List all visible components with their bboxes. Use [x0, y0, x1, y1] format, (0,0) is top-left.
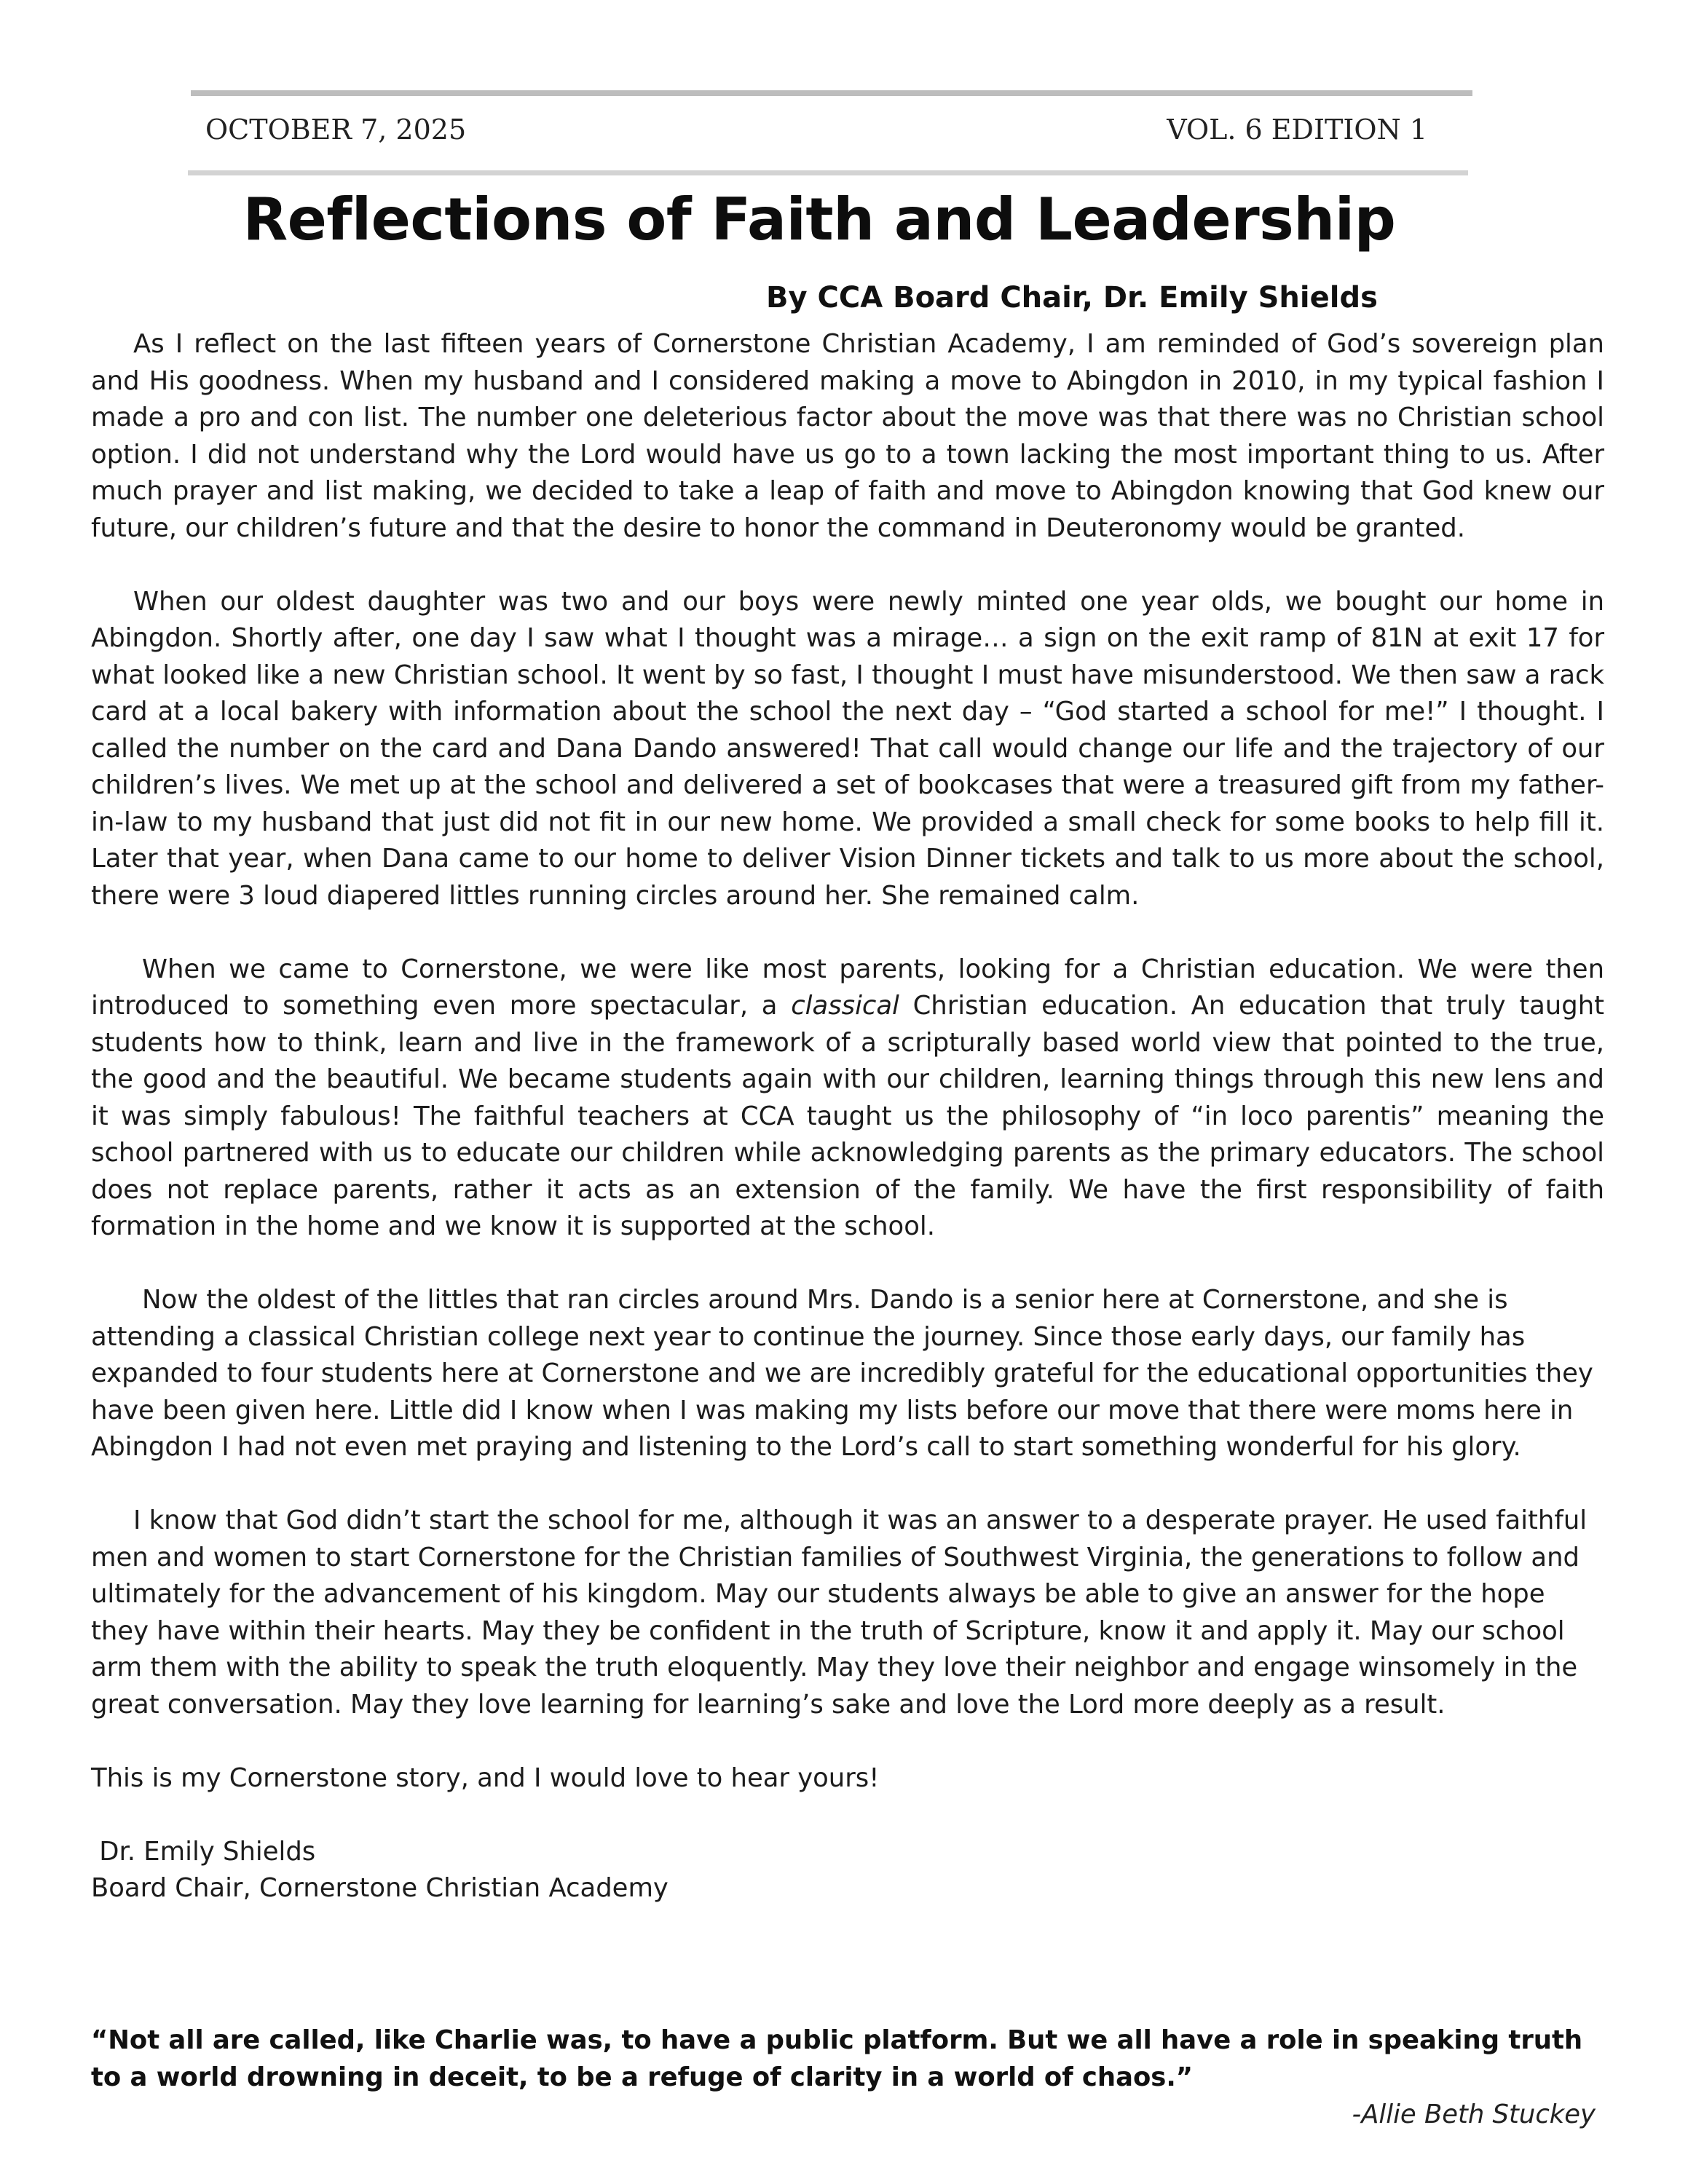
article-paragraph: I know that God didn’t start the school for me, although it was an answer to a desperate prayer. He used faithful men and women to start Cornerstone for the Christian families of Southwest Virginia, the generations to follow and ultimately for the advancement of his kingdom. May our students always be able to give an answer for the hope they have within their hearts. May they be confident in the truth of Scripture, know it and apply it. May our school arm them with the ability to speak the truth eloquently. May they love their neighbor and engage winsomely in the great conversation. May they love learning for learning’s sake and love the Lord more deeply as a result.	[91, 1506, 1588, 1720]
article-paragraph: Now the oldest of the littles that ran circles around Mrs. Dando is a senior here at Cornerstone, and she is attending a classical Christian college next year to continue the journey. Since those early days, our family has expanded to four students here at Cornerstone and we are incredibly grateful for the educational opportunities they have been given here. Little did I know when I was making my lists before our move that there were moms here in Abingdon I had not even met praying and listening to the Lord’s call to start something wonderful for his glory.	[91, 1285, 1593, 1462]
masthead-top-rule	[191, 90, 1472, 96]
quote-author: -Allie Beth Stuckey	[1352, 2100, 1596, 2129]
masthead-bottom-rule	[188, 170, 1468, 175]
signature-title: Board Chair, Cornerstone Christian Academy	[91, 1873, 669, 1903]
issue-volume: VOL. 6 EDITION 1	[1167, 114, 1427, 146]
article-paragraph: When we came to Cornerstone, we were like most parents, looking for a Christian education. We were then introduced to something even more spectacular, a classical Christian education. An education that truly taught students how to think, learn and live in the framework of a scripturally based world view that pointed to the true, the good and the beautiful. We became students again with our children, learning things through this new lens and it was simply fabulous! The faithful teachers at CCA taught us the philosophy of “in loco parentis” meaning the school partnered with us to educate our children while acknowledging parents as the primary educators. The school does not replace parents, rather it acts as an extension of the family. We have the first responsibility of faith formation in the home and we know it is supported at the school.	[91, 954, 1605, 1241]
article-title: Reflections of Faith and Leadership	[242, 186, 1396, 253]
article-body	[91, 326, 1604, 1944]
article-paragraph: As I reflect on the last fifteen years of Cornerstone Christian Academy, I am reminded of God’s sovereign plan and His goodness. When my husband and I considered making a move to Abingdon in 2010, in my typical fashion I made a pro and con list. The number one deleterious factor about the move was that there was no Christian school option. I did not understand why the Lord would have us go to a town lacking the most important thing to us. After much prayer and list making, we decided to take a leap of faith and move to Abingdon knowing that God knew our future, our children’s future and that the desire to honor the command in Deuteronomy would be granted.	[91, 329, 1604, 543]
article-byline: By CCA Board Chair, Dr. Emily Shields	[766, 281, 1378, 314]
signature-block	[91, 1834, 1604, 1907]
emphasis-classical: classical	[791, 991, 899, 1021]
signature-name: Dr. Emily Shields	[99, 1836, 316, 1867]
pull-quote: “Not all are called, like Charlie was, to have a public platform. But we all have a role in speaking truth to a world drowning in deceit, to be a refuge of clarity in a world of chaos.”	[91, 2025, 1583, 2092]
issue-date: OCTOBER 7, 2025	[205, 114, 467, 146]
closing-line: This is my Cornerstone story, and I would love to hear yours!	[91, 1762, 880, 1793]
article-paragraph: When our oldest daughter was two and our boys were newly minted one year olds, we bought our home in Abingdon. Shortly after, one day I saw what I thought was a mirage… a sign on the exit ramp of 81N at exit 17 for what looked like a new Christian school. It went by so fast, I thought I must have misunderstood. We then saw a rack card at a local bakery with information about the school the next day – “God started a school for me!” I thought. I called the number on the card and Dana Dando answered! That call would change our life and the trajectory of our children’s lives. We met up at the school and delivered a set of bookcases that were a treasured gift from my father-in-law to my husband that just did not fit in our new home. We provided a small check for some books to help fill it. Later that year, when Dana came to our home to deliver Vision Dinner tickets and talk to us more about the school, there were 3 loud diapered littles running circles around her. She remained calm.	[91, 586, 1604, 911]
